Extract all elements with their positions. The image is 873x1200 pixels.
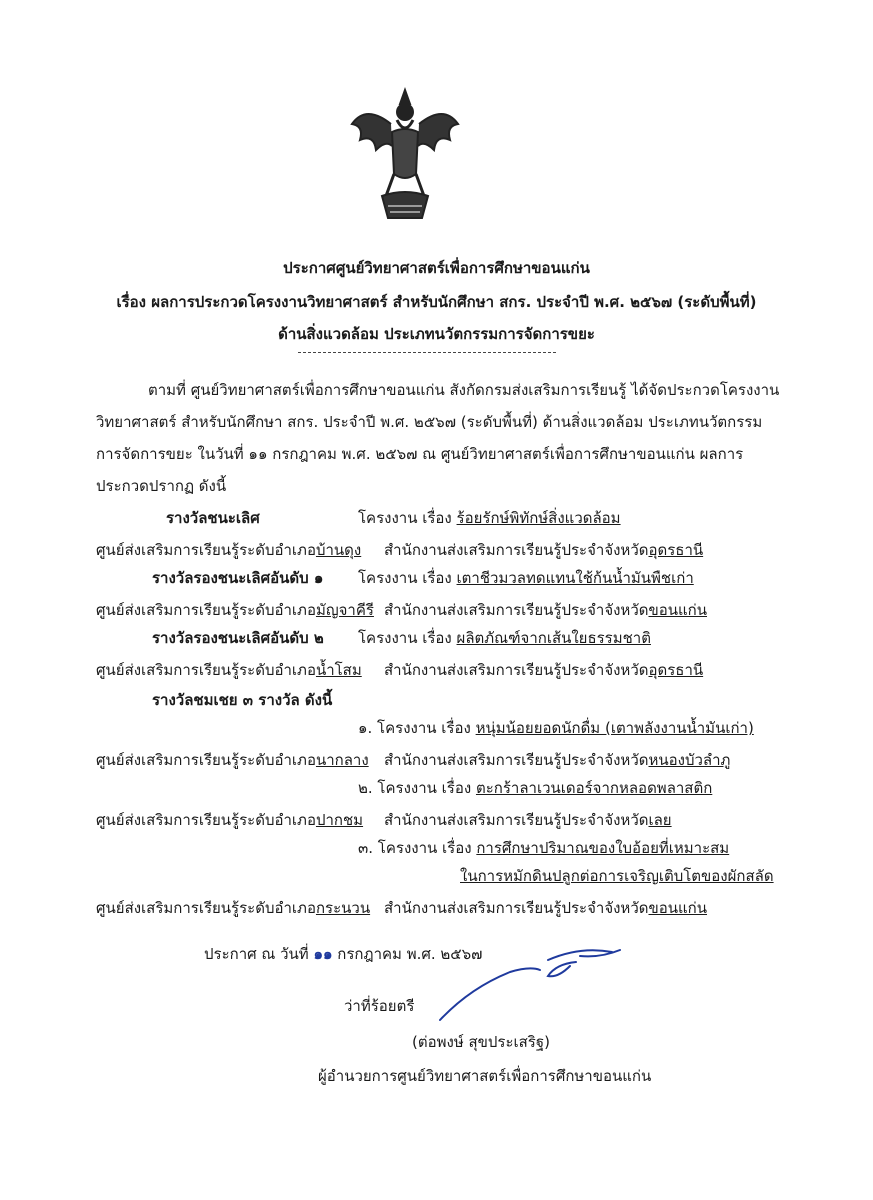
honorable-1-district: ศูนย์ส่งเสริมการเรียนรู้ระดับอำเภอนากลาง <box>96 751 369 769</box>
award-winner-province: สำนักงานส่งเสริมการเรียนรู้ประจำจังหวัดอุดรธานี <box>384 541 704 559</box>
honorable-2-project: ๒. โครงงาน เรื่อง ตะกร้าลาเวนเดอร์จากหลอดพลาสติก <box>358 779 713 797</box>
honorable-3-project-cont: ในการหมักดินปลูกต่อการเจริญเติบโตของผักสลัด <box>460 867 774 885</box>
title-divider <box>298 352 556 353</box>
garuda-emblem <box>346 84 464 222</box>
award-second-runner-label: รางวัลรองชนะเลิศอันดับ ๒ <box>152 629 324 647</box>
award-second-runner-district: ศูนย์ส่งเสริมการเรียนรู้ระดับอำเภอน้ำโสม <box>96 661 362 679</box>
award-winner-district: ศูนย์ส่งเสริมการเรียนรู้ระดับอำเภอบ้านดุง <box>96 541 362 559</box>
honorable-3-province: สำนักงานส่งเสริมการเรียนรู้ประจำจังหวัดขอนแก่น <box>384 899 708 917</box>
award-winner-project: โครงงาน เรื่อง ร้อยรักษ์พิทักษ์สิ่งแวดล้อม <box>358 509 621 527</box>
honorable-1-province: สำนักงานส่งเสริมการเรียนรู้ประจำจังหวัดหนองบัวลำภู <box>384 751 731 769</box>
intro-line-4: ประกวดปรากฏ ดังนี้ <box>96 477 227 495</box>
signature-mark <box>430 938 630 1028</box>
honorable-heading: รางวัลชมเชย ๓ รางวัล ดังนี้ <box>152 691 333 709</box>
award-first-runner-project: โครงงาน เรื่อง เตาชีวมวลทดแทนใช้ก้นน้ำมันพืชเก่า <box>358 569 694 587</box>
title-line-1: ประกาศศูนย์วิทยาศาสตร์เพื่อการศึกษาขอนแก่น <box>283 259 590 277</box>
announce-date: ประกาศ ณ วันที่ ๑๑ กรกฎาคม พ.ศ. ๒๕๖๗ <box>204 945 483 963</box>
honorable-2-province: สำนักงานส่งเสริมการเรียนรู้ประจำจังหวัดเลย <box>384 811 672 829</box>
title-line-2: เรื่อง ผลการประกวดโครงงานวิทยาศาสตร์ สำหรับนักศึกษา สกร. ประจำปี พ.ศ. ๒๕๖๗ (ระดับพื้นที่) <box>116 293 757 311</box>
award-winner-label: รางวัลชนะเลิศ <box>166 509 260 527</box>
award-first-runner-province: สำนักงานส่งเสริมการเรียนรู้ประจำจังหวัดขอนแก่น <box>384 601 708 619</box>
intro-line-3: การจัดการขยะ ในวันที่ ๑๑ กรกฎาคม พ.ศ. ๒๕๖๗ ณ ศูนย์วิทยาศาสตร์เพื่อการศึกษาขอนแก่น ผลการ <box>96 445 744 463</box>
title-line-3: ด้านสิ่งแวดล้อม ประเภทนวัตกรรมการจัดการขยะ <box>278 325 595 343</box>
honorable-1-project: ๑. โครงงาน เรื่อง หนุ่มน้อยยอดนักดื่ม (เตาพลังงานน้ำมันเก่า) <box>358 719 754 737</box>
award-second-runner-province: สำนักงานส่งเสริมการเรียนรู้ประจำจังหวัดอุดรธานี <box>384 661 704 679</box>
honorable-2-district: ศูนย์ส่งเสริมการเรียนรู้ระดับอำเภอปากชม <box>96 811 364 829</box>
signatory-rank: ว่าที่ร้อยตรี <box>344 997 415 1015</box>
honorable-3-project: ๓. โครงงาน เรื่อง การศึกษาปริมาณของใบอ้อยที่เหมาะสม <box>358 839 730 857</box>
award-first-runner-district: ศูนย์ส่งเสริมการเรียนรู้ระดับอำเภอมัญจาคีรี <box>96 601 374 619</box>
signatory-name: (ต่อพงษ์ สุขประเสริฐ) <box>412 1033 550 1051</box>
honorable-3-district: ศูนย์ส่งเสริมการเรียนรู้ระดับอำเภอกระนวน <box>96 899 371 917</box>
intro-line-1: ตามที่ ศูนย์วิทยาศาสตร์เพื่อการศึกษาขอนแก่น สังกัดกรมส่งเสริมการเรียนรู้ ได้จัดประกวดโครงงาน <box>148 381 780 399</box>
award-first-runner-label: รางวัลรองชนะเลิศอันดับ ๑ <box>152 569 324 587</box>
signatory-position: ผู้อำนวยการศูนย์วิทยาศาสตร์เพื่อการศึกษาขอนแก่น <box>318 1067 652 1085</box>
intro-line-2: วิทยาศาสตร์ สำหรับนักศึกษา สกร. ประจำปี พ.ศ. ๒๕๖๗ (ระดับพื้นที่) ด้านสิ่งแวดล้อม ประเภทนวัตกรรม <box>96 413 763 431</box>
award-second-runner-project: โครงงาน เรื่อง ผลิตภัณฑ์จากเส้นใยธรรมชาติ <box>358 629 651 647</box>
